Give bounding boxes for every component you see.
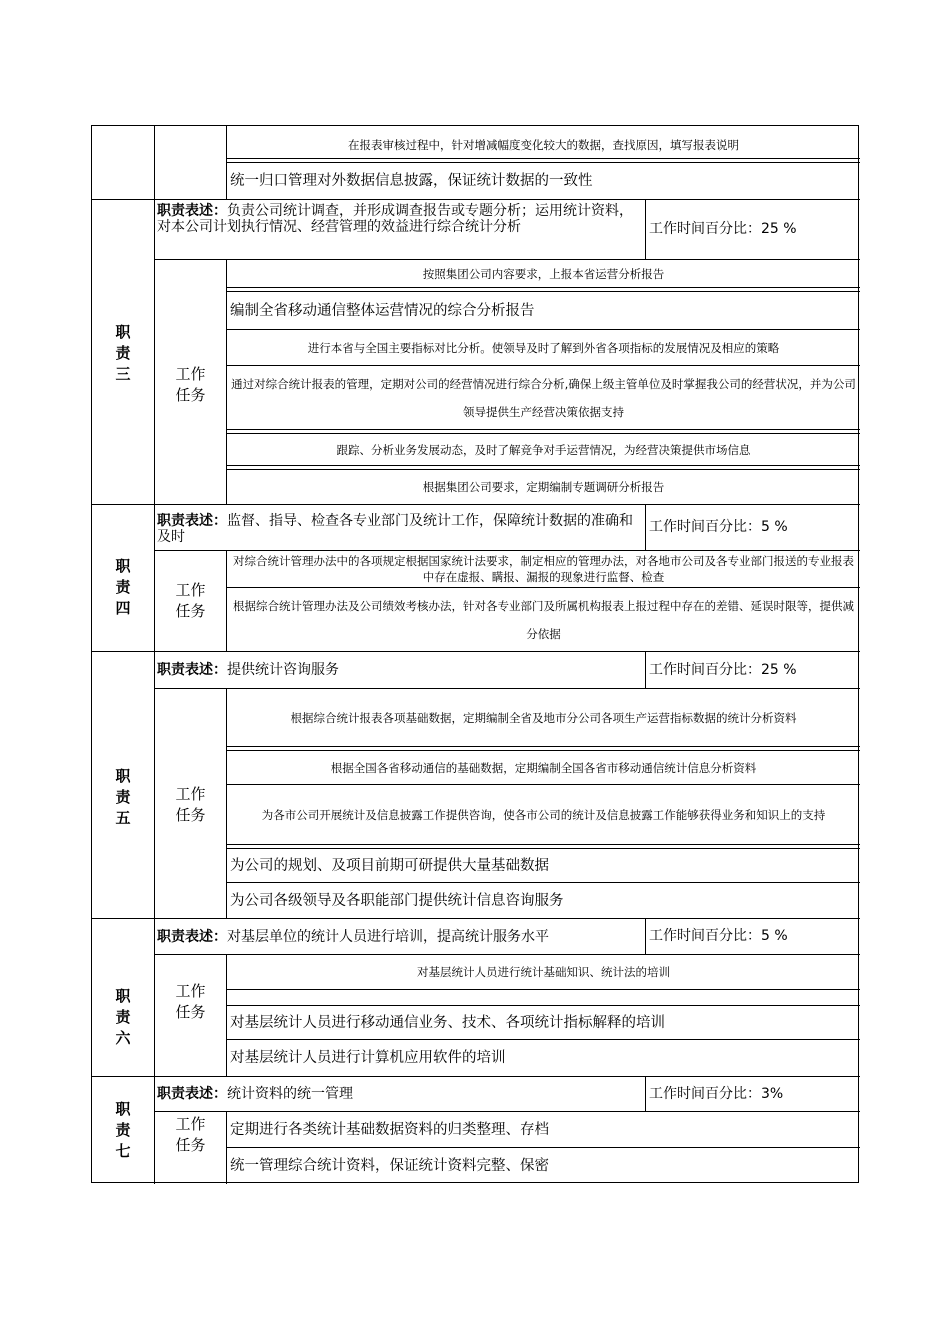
duty-description: 职责表述： 统计资料的统一管理 — [157, 1086, 353, 1102]
task-text: 按照集团公司内容要求，上报本省运营分析报告 — [422, 266, 665, 281]
task-text: 根据全国各省移动通信的基础数据，定期编制全国各省市移动通信统计信息分析资料 — [330, 760, 757, 775]
section-title: 职责三 — [115, 323, 131, 383]
task-text: 为各市公司开展统计及信息披露工作提供咨询，使各市公司的统计及信息披露工作能够获得业务和知识上的支持 — [261, 807, 826, 822]
row-divider — [226, 465, 860, 466]
task-text: 通过对综合统计报表的管理，定期对公司的经营情况进行综合分析,确保上级主管单位及时掌握我公司的经营状况，并为公司领导提供生产经营决策依据支持 — [231, 376, 856, 419]
row-divider — [226, 989, 860, 990]
task-text: 为公司各级领导及各职能部门提供统计信息咨询服务 — [230, 892, 564, 909]
task-label: 工作任务 — [175, 982, 206, 1021]
duty-description: 职责表述：监督、指导、检查各专业部门及统计工作，保障统计数据的准确和及时 — [157, 513, 633, 545]
task-text: 在报表审核过程中，针对增减幅度变化较大的数据，查找原因，填写报表说明 — [348, 138, 739, 152]
duty-table — [91, 125, 859, 1183]
task-text: 定期进行各类统计基础数据资料的归类整理、存档 — [230, 1121, 549, 1138]
task-text: 对基层统计人员进行移动通信业务、技术、各项统计指标解释的培训 — [230, 1014, 665, 1031]
task-text: 编制全省移动通信整体运营情况的综合分析报告 — [230, 302, 535, 319]
section-title: 职责五 — [115, 767, 131, 827]
task-text: 根据综合统计报表各项基础数据，定期编制全省及地市分公司各项生产运营指标数据的统计分析资料 — [290, 710, 797, 725]
task-text: 为公司的规划、及项目前期可研提供大量基础数据 — [230, 857, 549, 874]
time-percentage: 工作时间百分比：25 % — [649, 221, 797, 237]
task-text: 跟踪、分析业务发展动态，及时了解竞争对手运营情况，为经营决策提供市场信息 — [336, 442, 751, 457]
duty-description: 职责表述： 对基层单位的统计人员进行培训，提高统计服务水平 — [157, 928, 549, 945]
row-divider — [226, 429, 860, 430]
duty-description: 职责表述： 提供统计咨询服务 — [157, 662, 339, 678]
section-title: 职责四 — [115, 557, 131, 617]
time-percentage: 工作时间百分比：25 % — [649, 661, 797, 678]
task-text: 对综合统计管理办法中的各项规定根据国家统计法要求，制定相应的管理办法，对各地市公司及各专业部门报送的专业报表中存在虚报、瞒报、漏报的现象进行监督、检查 — [233, 554, 854, 584]
task-label: 工作任务 — [175, 365, 206, 404]
task-label: 工作任务 — [175, 1115, 206, 1154]
task-text: 统一管理综合统计资料，保证统计资料完整、保密 — [230, 1158, 549, 1174]
section-title: 职责七 — [115, 1100, 131, 1160]
duty-description: 职责表述：负责公司统计调查，并形成调查报告或专题分析；运用统计资料，对本公司计划执行情况、经营管理的效益进行综合统计分析 — [157, 203, 633, 235]
task-text: 对基层统计人员进行计算机应用软件的培训 — [230, 1050, 506, 1066]
time-percentage: 工作时间百分比：5 % — [649, 519, 788, 535]
section-title: 职责六 — [115, 987, 131, 1047]
task-label: 工作任务 — [175, 581, 206, 620]
task-text: 统一归口管理对外数据信息披露，保证统计数据的一致性 — [230, 173, 593, 189]
task-text: 进行本省与全国主要指标对比分析。使领导及时了解到外省各项指标的发展情况及相应的策略 — [307, 340, 780, 355]
time-percentage: 工作时间百分比：5 % — [649, 928, 788, 944]
task-label: 工作任务 — [175, 785, 206, 824]
row-divider — [226, 158, 860, 159]
time-percentage: 工作时间百分比：3% — [649, 1085, 784, 1102]
task-text: 对基层统计人员进行统计基础知识、统计法的培训 — [417, 965, 670, 979]
row-divider — [226, 287, 860, 288]
task-text: 根据综合统计管理办法及公司绩效考核办法，针对各专业部门及所属机构报表上报过程中存在的差错、延误时限等，提供减分依据 — [233, 598, 854, 641]
row-divider — [226, 844, 860, 845]
task-text: 根据集团公司要求，定期编制专题调研分析报告 — [422, 480, 665, 494]
row-divider — [226, 746, 860, 747]
